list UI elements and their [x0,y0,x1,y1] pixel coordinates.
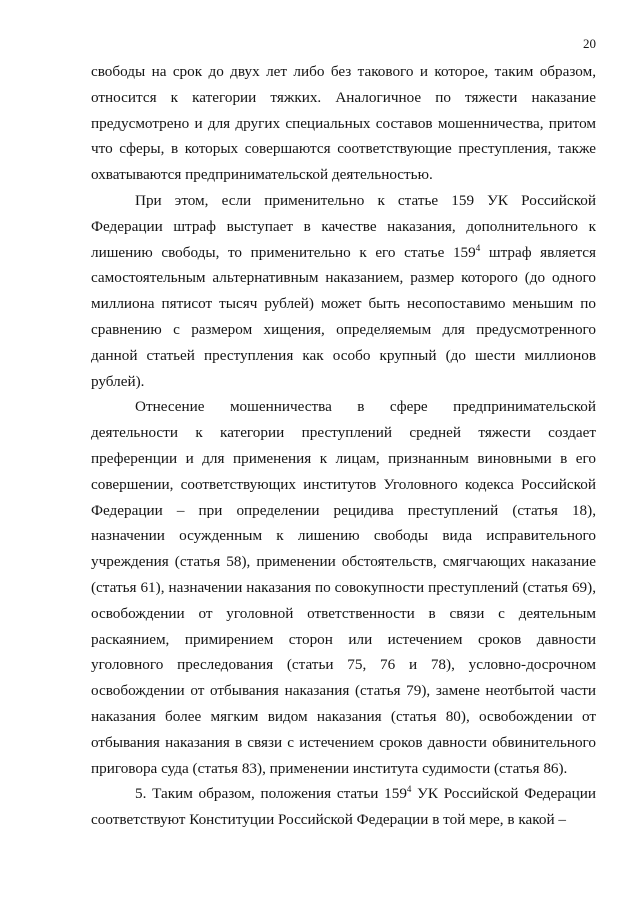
superscript: 4 [475,242,481,253]
paragraph [91,188,596,394]
paragraph [91,59,596,188]
page-number: 20 [583,36,596,51]
paragraph [91,781,596,833]
text-segment: свободы на срок до двух лет либо без такового и которое, таким образом, относится к категории тяжких. Аналогичное по тяжести наказание предусмотрено и для других специальных составов мошенничества, притом что сферы, в которых совершаются соответствующие преступления, также охватываются предпринимательской деятельностью. [91,63,596,184]
text-segment: 5. Таким образом, положения статьи 159 [135,785,407,803]
text-segment: штраф является самостоятельным альтернативным наказанием, размер которого (до одного миллиона пятисот тысяч рублей) может быть несопоставимо меньшим по сравнению с размером хищения, определяемым для предусмотренного данной статьей преступления как особо крупный (до шести миллионов рублей). [91,243,596,390]
text-segment: Отнесение мошенничества в сфере предпринимательской деятельности к категории преступлений средней тяжести создает преференции и для применения к лицам, признанным виновными в его совершении, соответствующих институтов Уголовного кодекса Российской Федерации – при определении рецидива преступлений (статья 18), назначении осужденным к лишению свободы вида исправительного учреждения (статья 58), применении обстоятельств, смягчающих наказание (статья 61), назначении наказания по совокупности преступлений (статья 69), освобождении от уголовной ответственности в связи с деятельным раскаянием, примирением сторон или истечением сроков давности уголовного преследования (статьи 75, 76 и 78), условно-досрочном освобождении от отбывания наказания (статья 79), замене неотбытой части наказания более мягким видом наказания (статья 80), освобождении от отбывания наказания в связи с истечением сроков давности обвинительного приговора суда (статья 83), применении института судимости (статья 86). [91,398,596,777]
superscript: 4 [406,784,412,795]
text-segment: УК Российской Федерации соответствуют Конституции Российской Федерации в той мере, в какой – [91,785,596,829]
body-text [91,59,596,833]
text-segment: При этом, если применительно к статье 159 УК Российской Федерации штраф выступает в качестве наказания, дополнительного к лишению свободы, то применительно к его статье 159 [91,191,596,261]
paragraph [91,394,596,781]
